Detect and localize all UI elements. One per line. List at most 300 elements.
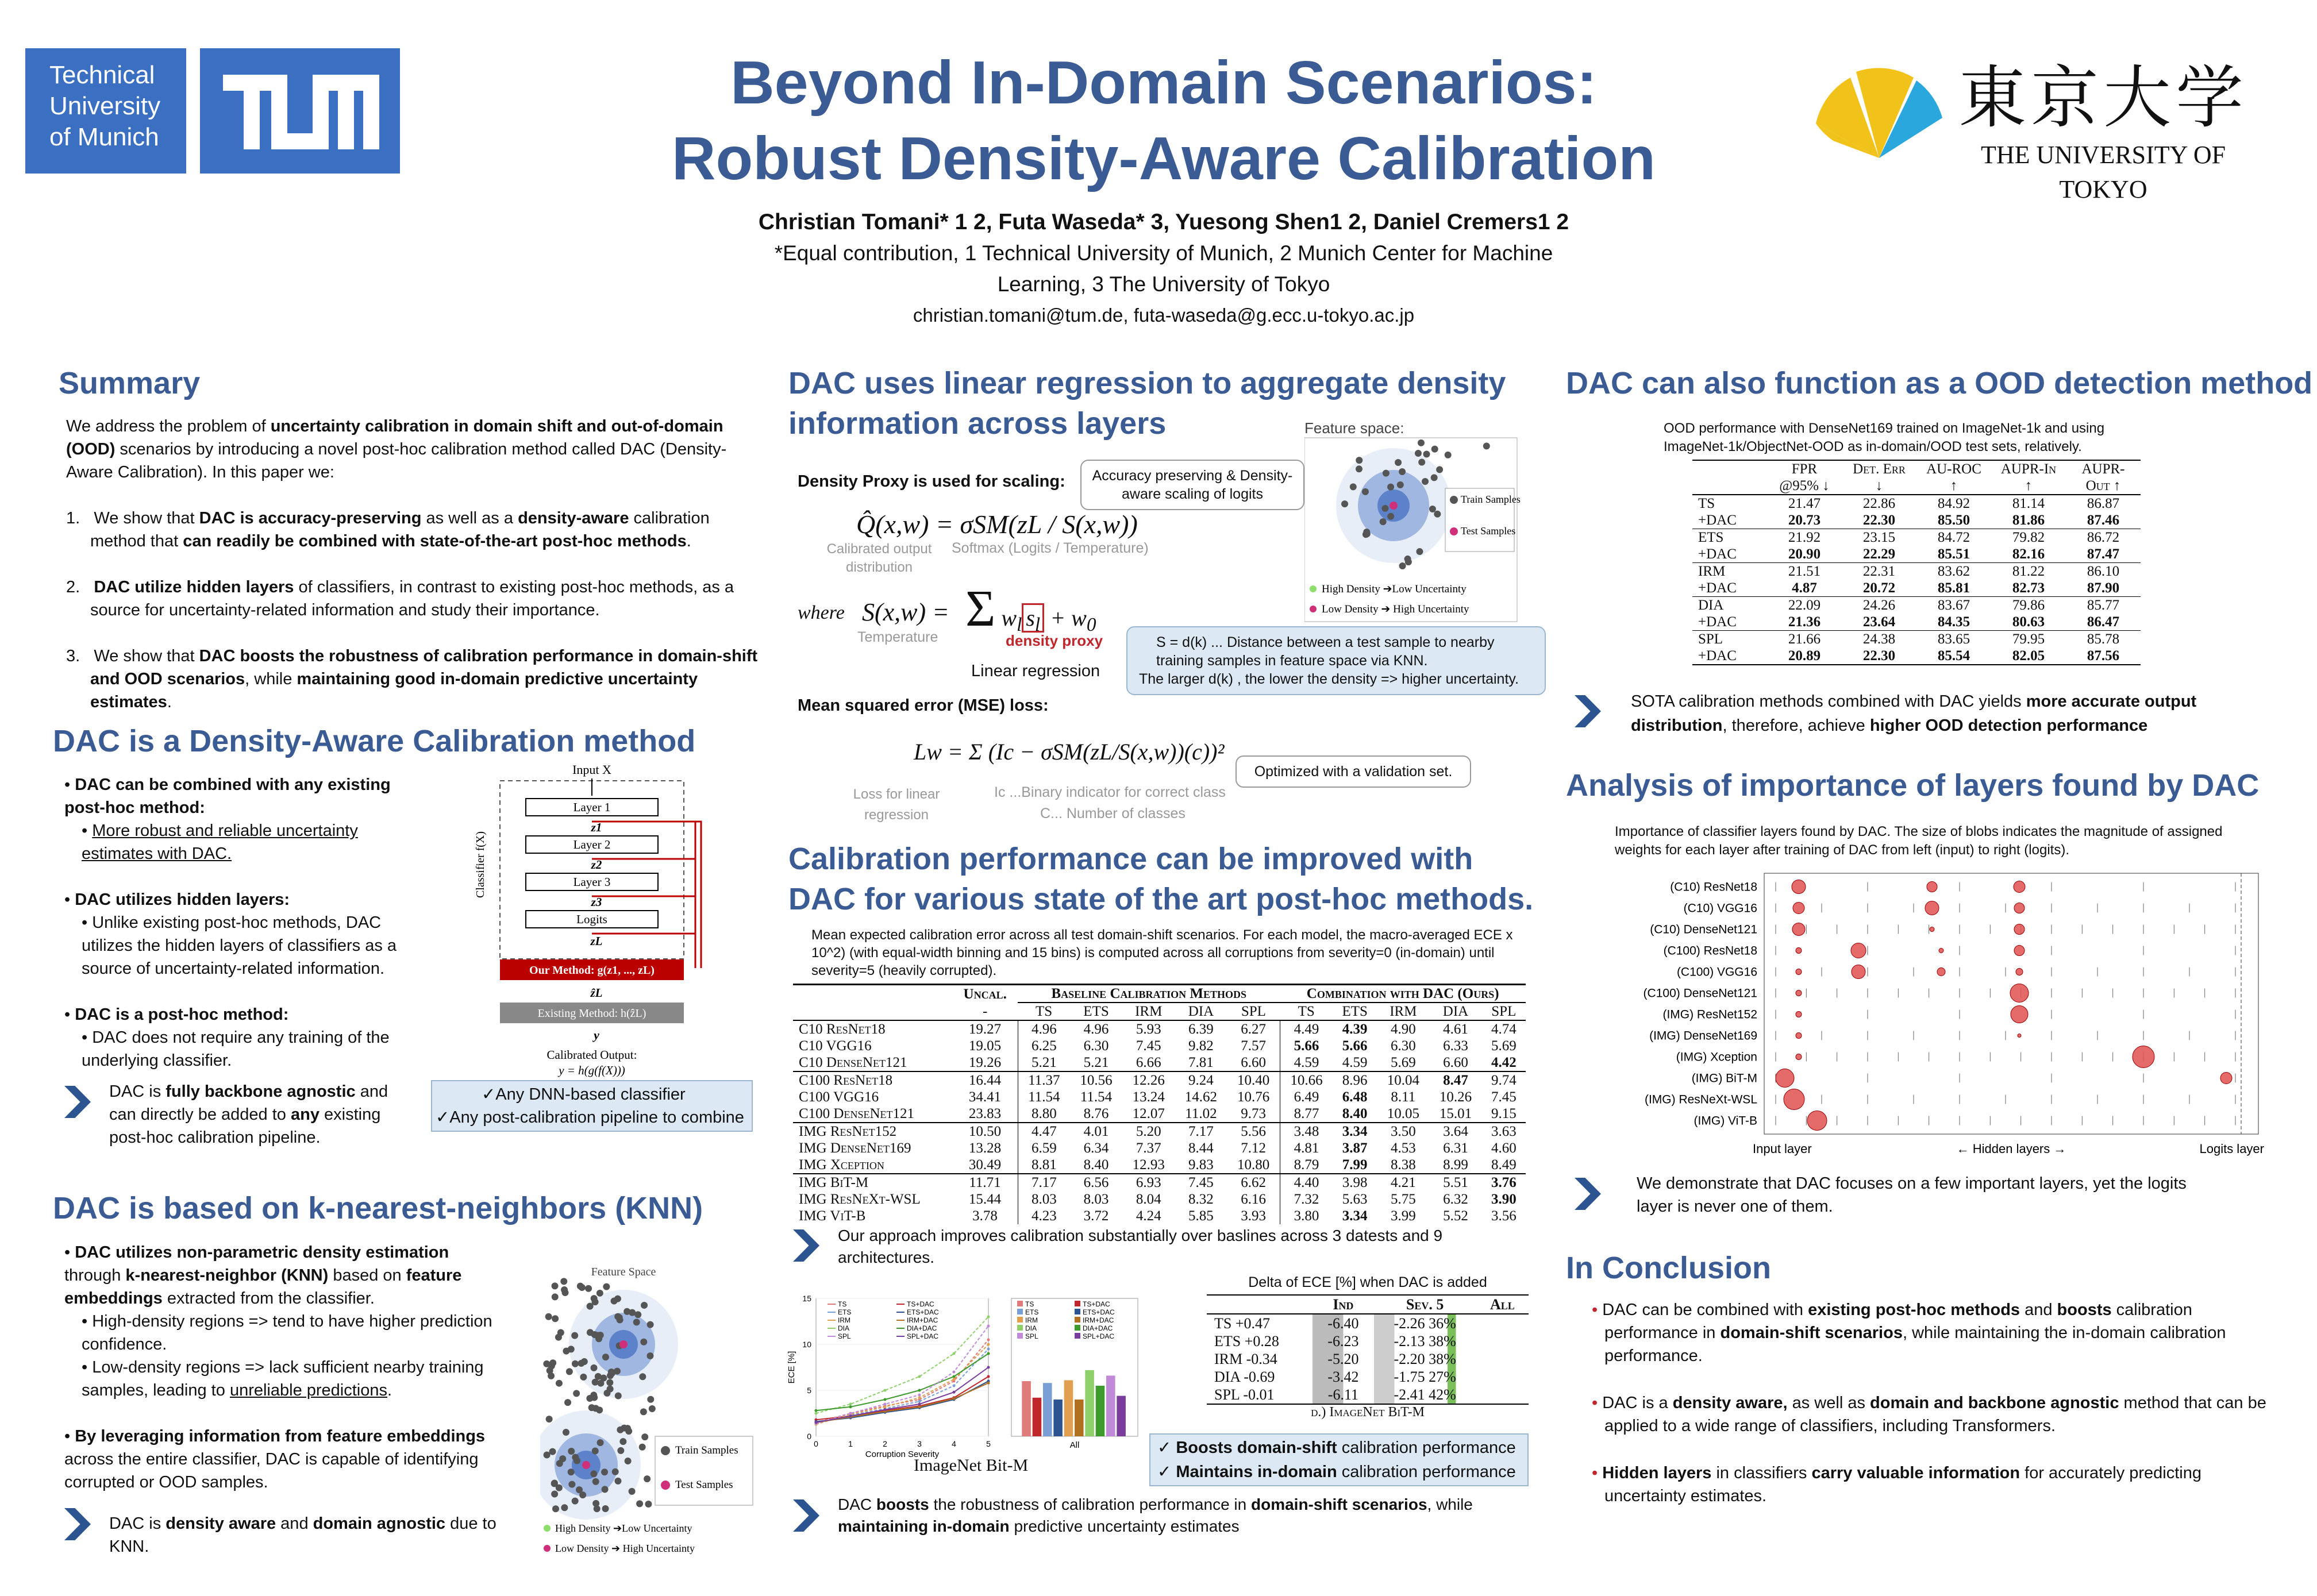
train-sample-dot [611,1298,618,1305]
table-cell: 20.90 [1788,546,1821,562]
table-cell: 6.49 [1294,1089,1319,1105]
table-cell: 87.56 [2087,648,2120,664]
calib-col-header: TS [1035,1004,1053,1019]
layers-heading: Analysis of importance of layers found by DAC [1566,768,2260,803]
authors: Christian Tomani* 1 2, Futa Waseda* 3, Yuesong Shen1 2, Daniel Cremers1 2 [758,210,1569,234]
agnostic-box-line2: ✓Any post-calibration pipeline to combine [436,1108,744,1127]
title-line2: Robust Density-Aware Calibration [672,125,1656,192]
conclusion-item-1: • DAC can be combined with existing post-hoc methods and boosts calibration performance in domain-shift scenarios, while maintaining the in-domain calibration performance. [1592,1301,2226,1365]
table-cell: 8.96 [1333,1071,1377,1089]
table-cell: IMG DenseNet169 [799,1140,911,1156]
table-cell: IRM [1698,564,1726,579]
bar [1033,1398,1042,1436]
model-label: (C10) VGG16 [1683,901,1757,915]
knn-conclusion: DAC is density aware and domain agnostic due to KNN. [109,1514,496,1556]
knn-bullet-1a: • High-density regions => tend to have higher prediction confidence. [82,1312,492,1354]
table-cell: C10 DenseNet121 [799,1055,907,1070]
table-cell: 15.44 [952,1191,1018,1208]
fs-legend-high-density: High Density ➔Low Uncertainty [1322,583,1467,595]
calib-conclusion: DAC boosts the robustness of calibration performance in domain-shift scenarios, while maintaining in-domain predictive uncertainty estimates [838,1495,1473,1535]
c-label: C... Number of classes [1040,805,1186,822]
table-cell: ETS [1698,530,1724,545]
train-sample-dot [1483,442,1490,449]
train-sample-dot [556,1380,563,1387]
calibration-table: Uncal. Baseline Calibration Methods Combination with DAC (Ours) - TS ETS IRM DIA SPL TS ETS IRM DIA SPL C10 ResNet18 19.27 4.96 4.96 5.93 6.39 6.27 4.49 4.39 4.90 4.61 4.74 C10 VGG16 19.05 6.25 6.30 7.45 9.82 7.57 5.66 5.66 6.30 6.33 5.69 C10 DenseNet121 19.26 5.21 5.21 6.66 7.81 6.60 4.59 4.59 5.69 6.60 4.42 C100 ResNet18 16.44 11.37 10.56 12.26 9.24 10.40 10.66 8.96 10.04 8.47 9.74 C100 VGG16 34.41 11.54 11.54 13.24 14.62 10.76 6.49 6.48 8.11 10.26 7.45 C100 DenseNet121 23.83 8.80 8.76 12.07 11.02 9.73 8.77 8.40 10.05 15.01 9.15 IMG ResNet152 10.50 4.47 4.01 5.20 7.17 5.56 3.48 3.34 3.50 3.64 3.63 IMG DenseNet169 13.28 6.59 6.34 7.37 8.44 7.12 4.81 3.87 4.53 6.31 4.60 IMG Xception 30.49 8.81 8.40 12.93 9.83 10.80 8.79 7.99 8.38 8.99 8.49 IMG BiT-M 11.71 7.17 6.56 6.93 7.45 6.62 4.40 3.98 4.21 5.51 3.76 IMG ResNeXt-WSL 15.44 8.03 8.03 8.04 8.32 6.16 7.32 5.63 5.75 6.32 3.90 IMG ViT-B 3.78 4.23 3.72 4.24 5.85 3.93 3.80 3.34 3.99 5.52 3.56 [793,984,1526,1224]
callout-validation: Optimized with a validation set. [1236,755,1471,788]
knn-feature-space-figure [540,1258,759,1563]
table-cell: 86.47 [2087,614,2120,630]
tum-logo [200,48,400,174]
diagram-z2: z2 [591,858,602,872]
fs-legend-train: Train Samples [1461,494,1521,505]
data-point [849,1403,852,1406]
table-cell: 5.85 [1188,1208,1214,1224]
table-cell: 79.82 [2012,530,2045,545]
train-sample-dot [1350,483,1357,490]
table-cell: -2.13 38% [1374,1332,1476,1350]
dac-pipeline-diagram [442,761,730,1083]
table-cell: 9.74 [1482,1071,1526,1089]
knn-bullet-1: • DAC utilizes non-parametric density estimation through k-nearest-neighbor (KNN) based on feature embeddings extracted from the classifier. [64,1243,462,1308]
data-point [987,1375,990,1378]
legend-label: IRM [1025,1316,1038,1324]
train-sample-dot [641,1433,648,1440]
bar [1022,1381,1031,1436]
data-point [884,1398,887,1401]
train-sample-dot [639,1373,646,1380]
table-cell: 20.73 [1788,512,1821,528]
table-cell: 4.59 [1342,1055,1368,1070]
summary-item-2: 2. DAC utilize hidden layers of classifiers, in contrast to existing post-hoc methods, as a source for uncertainty-related information and study their importance. [66,578,734,619]
table-cell: 6.32 [1443,1192,1468,1207]
train-sample-dot [549,1448,556,1455]
train-sample-dot [1445,452,1452,458]
table-cell: IMG BiT-M [793,1174,952,1191]
table-cell: 11.71 [952,1174,1018,1191]
diagram-our-method: Our Method: g(z1, ..., zL) [529,964,655,977]
legend-label: SPL+DAC [907,1332,939,1340]
table-cell: 83.65 [1937,631,1970,647]
table-cell: DIA -0.69 [1214,1368,1275,1385]
softmax-label: Softmax (Logits / Temperature) [952,540,1149,556]
table-cell: 11.54 [1080,1089,1113,1105]
diagram-existing-method: Existing Method: h(ẑL) [537,1007,646,1020]
table-cell: 5.51 [1429,1174,1481,1191]
train-sample-dot [1356,465,1363,472]
table-cell: 4.39 [1333,1020,1377,1038]
train-sample-dot [1387,513,1394,520]
importance-blob [1939,949,1943,953]
table-row [1692,546,2141,563]
dac-bullet-1-sub: • More robust and reliable uncertainty estimates with DAC. [82,822,358,863]
affiliation-line2: Learning, 3 The University of Tokyo [997,272,1330,296]
train-sample-dot [647,1396,654,1403]
train-sample-dot [649,1405,656,1412]
title-line1: Beyond In-Domain Scenarios: [730,49,1597,117]
table-cell: 3.80 [1294,1208,1319,1224]
x-label-hidden: ← Hidden layers → [1956,1142,2066,1156]
importance-blob [2014,924,2025,935]
table-cell: TS [1698,496,1715,511]
table-cell: 19.26 [952,1054,1018,1071]
table-cell: 79.95 [2012,631,2045,647]
train-sample-dot [587,1329,594,1336]
table-cell: 9.24 [1175,1071,1227,1089]
ic-label: Ic ...Binary indicator for correct class [994,784,1226,800]
table-cell: 4.42 [1491,1055,1517,1070]
train-sample-dot [1431,446,1438,453]
calib-col-header: SPL [1241,1004,1266,1019]
table-cell: 7.37 [1136,1140,1161,1156]
table-cell: 8.40 [1342,1106,1368,1121]
table-row [793,1071,1526,1089]
table-cell: 9.82 [1188,1038,1214,1054]
train-sample-dot [1399,562,1406,569]
table-cell: 4.21 [1377,1174,1429,1191]
model-label: (C10) DenseNet121 [1650,923,1757,936]
data-point [953,1352,956,1355]
legend-label: IRM [838,1316,850,1324]
data-point [953,1371,956,1374]
table-cell: 6.60 [1227,1054,1280,1071]
table-cell: -6.23 [1313,1332,1373,1350]
train-sample-dot [602,1505,609,1512]
train-sample-dot [572,1360,579,1367]
train-sample-dot [556,1485,563,1491]
importance-blob [1927,882,1937,892]
tum-text-logo: Technical University of Munich [25,48,186,174]
train-sample-dot [585,1285,592,1292]
train-sample-dot [552,1505,559,1512]
bar [1075,1400,1084,1436]
table-cell: 8.03 [1083,1192,1109,1207]
table-cell: 6.31 [1443,1140,1468,1156]
boost-box [1149,1433,1529,1486]
linreg-heading-2: information across layers [788,406,1167,441]
data-point [987,1382,990,1385]
diagram-classifier-label: Classifier f(X) [474,831,487,899]
knn-fs-label: Feature Space [591,1266,656,1278]
table-cell: 12.07 [1132,1106,1165,1121]
table-cell: 7.99 [1342,1157,1368,1173]
table-cell: 7.17 [1018,1174,1070,1191]
table-cell: 3.34 [1342,1208,1368,1224]
legend-label: TS+DAC [907,1300,934,1308]
dac-method-conclusion: DAC is fully backbone agnostic and can directly be added to any existing post-hoc calibration pipeline. [109,1082,388,1147]
dac-bullet-1: • DAC can be combined with any existing post-hoc method: [64,776,391,817]
calibrated-output-label: Calibrated output distribution [826,541,932,575]
arrow-icon [64,1086,91,1118]
data-point [918,1394,921,1397]
train-sample-dot [639,1444,646,1451]
calib-col-header: DIA [1188,1004,1214,1019]
table-cell: 3.90 [1491,1192,1517,1207]
train-sample-dot [1423,450,1430,457]
bar [1085,1370,1094,1436]
diagram-z3: z3 [591,895,602,909]
train-sample-dot [590,1470,597,1477]
train-sample-dot [557,1329,564,1336]
importance-blob [2014,946,2025,956]
table-cell: 82.05 [2012,648,2045,664]
linreg-label: Linear regression [971,662,1100,680]
table-cell: 3.87 [1342,1140,1368,1156]
tokyo-logo [1799,55,1960,181]
table-cell: DIA [1698,597,1724,613]
table-cell: 3.56 [1491,1208,1517,1224]
train-sample-dot [617,1447,624,1454]
table-row [793,1174,1526,1191]
table-cell: 10.26 [1439,1089,1472,1105]
legend-label: DIA+DAC [907,1324,937,1332]
table-cell: 6.33 [1443,1038,1468,1054]
data-point [884,1408,887,1411]
train-sample-dot [552,1315,559,1322]
ood-col-header: AUPR-In ↑ [2000,461,2057,494]
train-sample-dot [633,1319,640,1325]
train-sample-dot [596,1290,603,1297]
table-cell: 8.03 [1031,1192,1057,1207]
table-cell: 16.44 [952,1071,1018,1089]
data-point [815,1412,818,1415]
table-cell: 84.35 [1937,614,1970,630]
feature-space-label: Feature space: [1304,419,1404,437]
table-cell: 6.59 [1031,1140,1057,1156]
train-sample-dot [591,1295,598,1302]
train-sample-dot [594,1505,601,1512]
table-cell: 13.24 [1132,1089,1165,1105]
delta-table [1207,1274,1529,1420]
data-point [987,1352,990,1355]
table-cell: IMG Xception [799,1157,884,1173]
legend-label: ETS [1025,1308,1039,1316]
table-cell: 7.57 [1227,1038,1280,1054]
ood-col-header: FPR @95% ↓ [1779,461,1830,494]
table-cell: 3.76 [1482,1174,1526,1191]
calib-col-header: ETS [1083,1004,1109,1019]
table-cell: 82.73 [2012,580,2045,596]
table-cell: 5.75 [1390,1192,1416,1207]
importance-blob [2018,1034,2021,1038]
train-sample-dot [1404,556,1411,562]
table-cell: 85.50 [1937,512,1970,528]
importance-blob [2220,1073,2232,1084]
train-sample-dot [619,1438,626,1445]
table-cell: 21.47 [1788,496,1821,511]
tokyo-kanji: 東京大学 [1958,58,2248,137]
table-cell: 10.56 [1070,1071,1122,1089]
diagram-formula: y = h(g(f(X))) [559,1063,625,1077]
x-tick-label: 0 [814,1439,818,1448]
y-tick-label: 10 [802,1340,811,1349]
table-cell: 8.99 [1443,1157,1468,1173]
table-row [793,1123,1526,1140]
model-label: (C100) DenseNet121 [1643,986,1757,1000]
loss-label: Loss for linear regression [853,787,940,823]
arrow-icon [793,1229,819,1262]
legend-swatch [1017,1309,1023,1314]
legend-swatch [1075,1325,1080,1331]
legend-label: SPL [1025,1332,1038,1340]
data-point [918,1375,921,1378]
delta-col-header: Sev. 5 [1406,1296,1444,1313]
train-sample-dot [568,1468,575,1475]
knn-legend-test: Test Samples [675,1479,733,1491]
legend-label: TS [1025,1300,1034,1308]
table-cell: 6.66 [1136,1055,1161,1070]
importance-blob [1792,880,1806,894]
train-sample-dot [561,1504,568,1511]
knn-legend-low-density: Low Density ➔ High Uncertainty [555,1543,695,1554]
importance-blob [2010,984,2029,1003]
table-cell: C10 ResNet18 [793,1020,952,1038]
legend-swatch [1017,1317,1023,1323]
table-cell: 22.31 [1862,564,1896,579]
ood-col-header: Det. Err ↓ [1853,461,1906,494]
table-row [793,1191,1526,1208]
table-cell: 86.72 [2087,530,2120,545]
table-cell: 7.81 [1188,1055,1214,1070]
conclusion-item-2: • DAC is a density aware, as well as domain and backbone agnostic method that can be applied to a wide range of classifiers, including Transformers. [1592,1394,2266,1435]
table-cell: 5.66 [1294,1038,1319,1054]
train-sample-dot [1395,459,1402,466]
train-sample-dot [647,1321,654,1328]
table-cell: 5.20 [1122,1123,1175,1140]
table-row [793,1020,1526,1038]
approach-text: Our approach improves calibration substantially over baslines across 3 datests and 9 architectures. [838,1227,1443,1266]
table-cell: 3.98 [1333,1174,1377,1191]
table-cell: 8.77 [1294,1106,1319,1121]
dac-bullet-2: • DAC utilizes hidden layers: [64,890,290,909]
data-point [884,1403,887,1406]
table-cell: 6.34 [1083,1140,1109,1156]
table-cell: 80.63 [2012,614,2045,630]
table-cell: 11.02 [1185,1106,1217,1121]
table-cell: 4.40 [1280,1174,1333,1191]
knn-legend-high-density: High Density ➔Low Uncertainty [555,1522,692,1534]
importance-blob [1793,903,1804,914]
table-row [1207,1350,1529,1368]
train-sample-dot [595,1335,602,1342]
table-cell: 23.15 [1862,530,1896,545]
train-sample-dot [1341,500,1348,507]
table-cell: 7.45 [1491,1089,1517,1105]
table-cell: C100 ResNet18 [793,1071,952,1089]
train-sample-dot [1418,458,1425,465]
importance-blob [1792,923,1805,936]
data-point [918,1396,921,1399]
table-cell: 8.80 [1031,1106,1057,1121]
train-sample-dot [614,1478,621,1485]
table-cell: ETS +0.28 [1214,1333,1279,1350]
train-sample-dot [552,1293,559,1300]
train-sample-dot [571,1332,578,1339]
table-cell: 87.47 [2087,546,2120,562]
diagram-z1: z1 [591,820,602,834]
bar [1096,1386,1105,1436]
diagram-layer-3: Layer 3 [573,875,611,889]
agnostic-box-line1: ✓Any DNN-based classifier [482,1085,686,1104]
x-tick-label: 5 [986,1439,991,1448]
legend-label: ETS+DAC [1083,1308,1115,1316]
agnostic-box [431,1080,753,1132]
data-point [884,1389,887,1392]
chart-frame [1764,873,2258,1134]
table-cell: 5.21 [1031,1055,1057,1070]
ood-table [1692,460,2141,665]
y-tick-label: 0 [807,1432,811,1441]
train-sample-dot [617,1316,623,1323]
table-row [1692,580,2141,597]
data-point [884,1405,887,1408]
data-point [918,1400,921,1403]
table-cell: 7.45 [1175,1174,1227,1191]
diagram-zL: zL [590,934,603,948]
table-cell: 4.74 [1482,1020,1526,1038]
train-sample-dot [568,1481,575,1488]
conclusion-item-3: • Hidden layers in classifiers carry valuable information for accurately predicting uncertainty estimates. [1592,1464,2202,1505]
table-cell: 3.34 [1333,1123,1377,1140]
emails: christian.tomani@tum.de, futa-waseda@g.ecc.u-tokyo.ac.jp [913,304,1415,326]
table-cell: IRM -0.34 [1214,1351,1277,1367]
table-row [1207,1386,1529,1404]
table-cell: 13.28 [952,1140,1018,1156]
table-cell: 4.53 [1390,1140,1416,1156]
table-cell: 8.47 [1429,1071,1481,1089]
calib-heading-1: Calibration performance can be improved with [788,842,1473,876]
diagram-input-label: Input X [572,762,611,777]
table-cell: 20.89 [1788,648,1821,664]
table-cell: 5.56 [1227,1123,1280,1140]
train-sample-dot [580,1374,587,1381]
table-cell: 85.51 [1937,546,1970,562]
model-label: (IMG) BiT-M [1691,1071,1757,1085]
table-cell: 10.05 [1387,1106,1419,1121]
table-cell: 4.47 [1018,1123,1070,1140]
table-cell: 19.27 [952,1020,1018,1038]
importance-blob [1796,1033,1802,1039]
table-cell: 10.80 [1227,1156,1280,1174]
importance-blob [2014,881,2025,893]
train-sample-dot [629,1488,636,1495]
model-label: (IMG) Xception [1676,1050,1757,1064]
table-cell: 4.96 [1070,1020,1122,1038]
summary-item-1: 1. We show that DAC is accuracy-preserving as well as a density-aware calibration method that can readily be combined with state-of-the-art post-hoc methods. [66,509,710,550]
legend-swatch [1075,1309,1080,1314]
data-point [918,1405,921,1408]
legend-swatch [1075,1317,1080,1323]
plot-caption: ImageNet Bit-M [914,1456,1029,1475]
table-cell: 3.78 [952,1208,1018,1224]
model-label: (C10) ResNet18 [1670,880,1757,894]
legend-label: ETS [838,1308,852,1316]
calib-col-header: IRM [1135,1004,1163,1019]
train-sample-dot [591,1364,598,1371]
table-cell: +DAC [1698,614,1737,630]
train-sample-dot [640,1339,647,1346]
train-sample-dot [1387,484,1394,491]
data-point [987,1339,990,1341]
train-sample-dot [578,1360,584,1367]
table-cell: 6.93 [1122,1174,1175,1191]
train-sample-dot [1383,470,1390,477]
table-cell: 7.32 [1294,1192,1319,1207]
legend-label: IRM+DAC [1083,1316,1114,1324]
table-row [1692,563,2141,580]
table-cell: 4.23 [1031,1208,1057,1224]
table-row [1692,512,2141,529]
data-point [987,1316,990,1319]
